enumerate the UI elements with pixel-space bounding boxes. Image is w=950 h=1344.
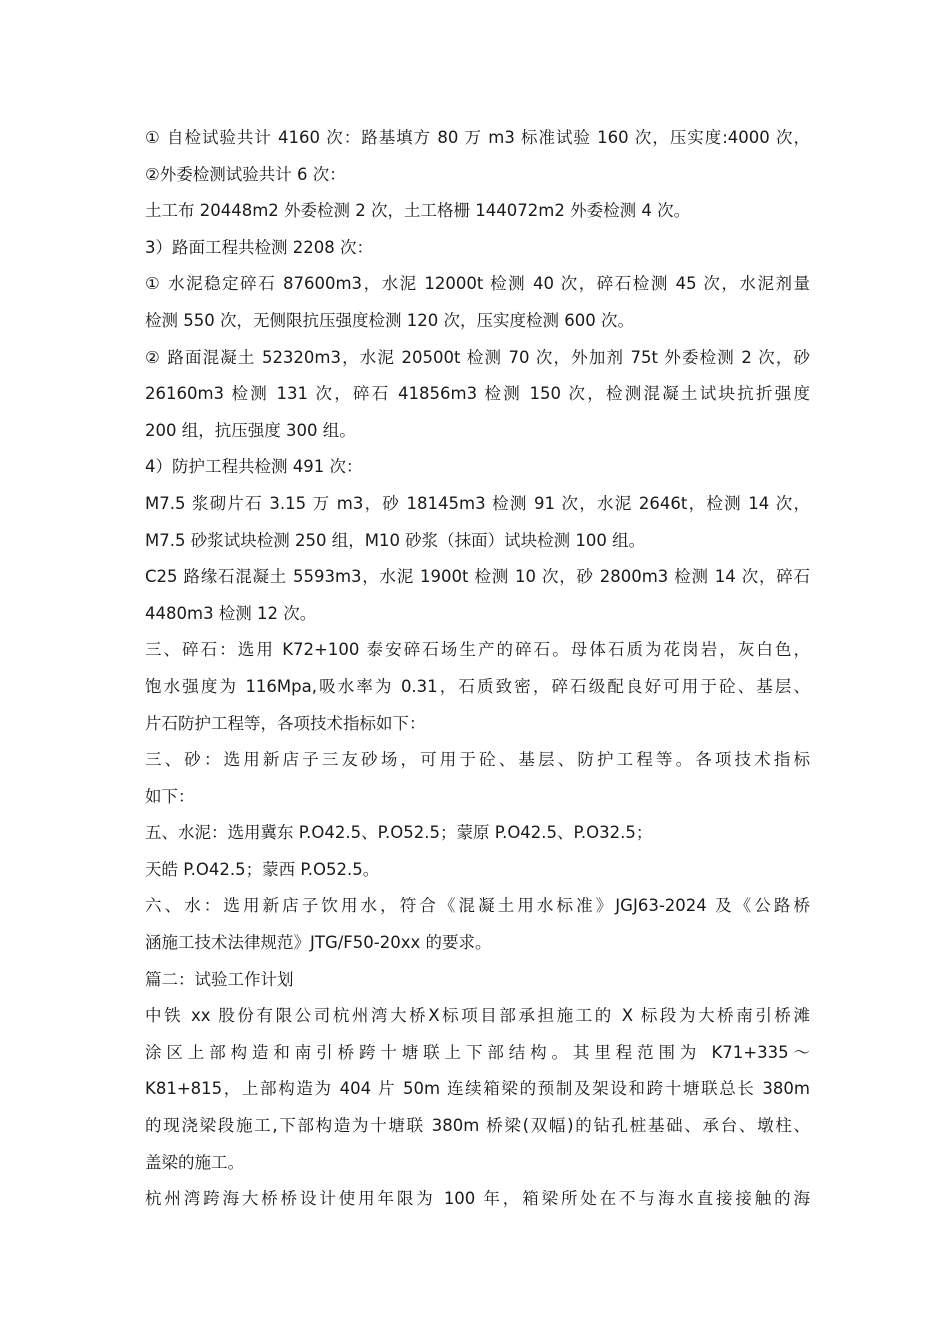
text-line: ① 水泥稳定碎石 87600m3，水泥 12000t 检测 40 次，碎石检测 45 次，水泥剂量 [145, 274, 810, 294]
text-line: 200 组，抗压强度 300 组。 [145, 420, 356, 440]
text-line: M7.5 浆砌片石 3.15 万 m3，砂 18145m3 检测 91 次，水泥 2646t，检测 14 次， [145, 493, 810, 513]
text-line: ②外委检测试验共计 6 次： [145, 164, 346, 184]
text-line: 盖梁的施工。 [145, 1152, 244, 1172]
text-line: 检测 550 次，无侧限抗压强度检测 120 次，压实度检测 600 次。 [145, 310, 634, 330]
text-line: 篇二：试验工作计划 [145, 969, 294, 989]
text-line: K81+815，上部构造为 404 片 50m 连续箱梁的预制及架设和跨十塘联总长 380m [145, 1079, 810, 1099]
text-line: 的现浇梁段施工,下部构造为十塘联 380m 桥梁(双幅)的钻孔桩基础、承台、墩柱、 [145, 1116, 810, 1136]
text-line: M7.5 砂浆试块检测 250 组，M10 砂浆（抹面）试块检测 100 组。 [145, 530, 646, 550]
text-line: 如下： [145, 786, 195, 806]
text-line: C25 路缘石混凝土 5593m3，水泥 1900t 检测 10 次，砂 2800m3 检测 14 次，碎石 [145, 567, 810, 587]
text-line: 饱水强度为 116Mpa,吸水率为 0.31，石质致密，碎石级配良好可用于砼、基层、 [145, 676, 810, 696]
text-line: 4）防护工程共检测 491 次： [145, 457, 363, 477]
text-line: 六、水：选用新店子饮用水，符合《混凝土用水标准》JGJ63-2024 及《公路桥 [145, 896, 810, 916]
text-line: 土工布 20448m2 外委检测 2 次，土工格栅 144072m2 外委检测 4 次。 [145, 201, 691, 221]
text-line: 26160m3 检测 131 次，碎石 41856m3 检测 150 次，检测混凝土试块抗折强度 [145, 384, 810, 404]
text-line: 涂区上部构造和南引桥跨十塘联上下部结构。其里程范围为 K71+335～ [145, 1042, 810, 1062]
text-line: 涵施工技术法律规范》JTG/F50-20xx 的要求。 [145, 933, 492, 953]
text-line: 五、水泥：选用冀东 P.O42.5、P.O52.5；蒙原 P.O42.5、P.O32.5； [145, 823, 653, 843]
document-body [145, 120, 810, 1218]
text-line: 三、砂：选用新店子三友砂场，可用于砼、基层、防护工程等。各项技术指标 [145, 750, 810, 770]
text-line: ② 路面混凝土 52320m3，水泥 20500t 检测 70 次，外加剂 75t 外委检测 2 次，砂 [145, 347, 810, 367]
text-line: 片石防护工程等，各项技术指标如下： [145, 713, 426, 733]
text-line: 天皓 P.O42.5；蒙西 P.O52.5。 [145, 859, 380, 879]
text-line: 4480m3 检测 12 次。 [145, 603, 317, 623]
text-line: ① 自检试验共计 4160 次：路基填方 80 万 m3 标准试验 160 次，压实度:4000 次， [145, 128, 810, 147]
text-line: 杭州湾跨海大桥桥设计使用年限为 100 年，箱梁所处在不与海水直接接触的海 [145, 1189, 810, 1209]
text-line: 3）路面工程共检测 2208 次： [145, 237, 373, 257]
text-line: 中铁 xx 股份有限公司杭州湾大桥Ⅹ标项目部承担施工的 X 标段为大桥南引桥滩 [145, 1006, 810, 1026]
text-line: 三、碎石：选用 K72+100 泰安碎石场生产的碎石。母体石质为花岗岩，灰白色， [145, 640, 810, 660]
